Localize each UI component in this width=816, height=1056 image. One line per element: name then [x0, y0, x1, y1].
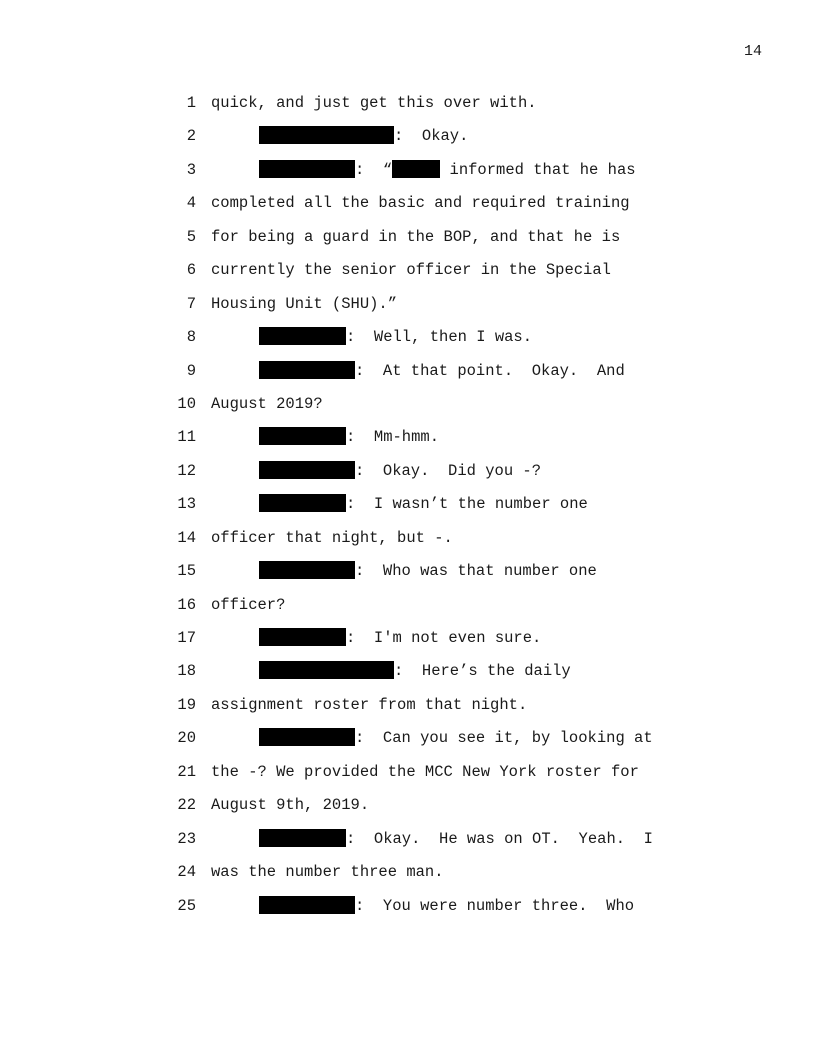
- transcript-line: [0, 227, 816, 260]
- line-content: the -? We provided the MCC New York roster for: [211, 762, 639, 781]
- line-text: [211, 260, 611, 280]
- line-text: [211, 93, 537, 113]
- transcript-line: [0, 494, 816, 527]
- line-number: 1: [186, 94, 196, 112]
- line-text: [259, 126, 468, 146]
- line-content: August 2019?: [211, 394, 323, 413]
- transcript-line: [0, 361, 816, 394]
- speaker-redaction: [259, 494, 346, 512]
- line-text: [259, 361, 625, 381]
- line-content: Housing Unit (SHU).”: [211, 294, 398, 313]
- line-number: 13: [177, 495, 196, 514]
- line-content: currently the senior officer in the Special: [211, 261, 611, 280]
- line-content-continued: informed that he has: [440, 160, 636, 179]
- line-number: 2: [186, 127, 196, 146]
- speaker-redaction: [259, 661, 394, 679]
- line-number: 8: [186, 328, 196, 347]
- line-number: 16: [177, 595, 196, 614]
- line-text: [211, 294, 397, 314]
- transcript-line: [0, 93, 816, 126]
- line-text: [211, 528, 453, 548]
- line-content: : Well, then I was.: [346, 328, 533, 347]
- transcript-line: [0, 427, 816, 460]
- transcript-line: [0, 327, 816, 360]
- line-number: 18: [177, 662, 196, 681]
- line-text: [211, 695, 527, 715]
- line-text: [211, 795, 369, 815]
- speaker-redaction: [259, 561, 355, 579]
- speaker-redaction: [259, 327, 346, 345]
- line-number: 15: [177, 562, 196, 581]
- line-number: 11: [177, 428, 196, 447]
- line-text: [211, 595, 285, 615]
- line-text: [211, 394, 323, 414]
- transcript-line: [0, 260, 816, 293]
- line-number: 4: [186, 194, 196, 213]
- line-content: : Mm-hmm.: [346, 428, 440, 447]
- line-number: 23: [177, 829, 196, 848]
- line-text: [211, 762, 639, 782]
- line-content: : Okay. He was on OT. Yeah. I: [346, 829, 653, 848]
- line-number: 21: [177, 762, 196, 781]
- line-number: 3: [186, 160, 196, 179]
- transcript-line: [0, 762, 816, 795]
- transcript-line: [0, 896, 816, 929]
- line-text: [259, 561, 597, 581]
- speaker-redaction: [259, 829, 346, 847]
- line-text: [259, 427, 439, 447]
- line-text: [259, 896, 634, 916]
- name-redaction: [392, 160, 440, 178]
- transcript-line: [0, 461, 816, 494]
- speaker-redaction: [259, 461, 355, 479]
- speaker-redaction: [259, 361, 355, 379]
- speaker-redaction: [259, 728, 355, 746]
- transcript-line: [0, 394, 816, 427]
- line-content: : Can you see it, by looking at: [355, 729, 653, 748]
- transcript-line: [0, 595, 816, 628]
- line-text: [211, 227, 620, 247]
- line-number: 9: [186, 361, 196, 380]
- line-text: [259, 628, 541, 648]
- transcript-body: [0, 93, 816, 929]
- speaker-redaction: [259, 628, 346, 646]
- line-content: assignment roster from that night.: [211, 695, 528, 714]
- transcript-line: [0, 126, 816, 159]
- line-content: officer that night, but -.: [211, 528, 453, 547]
- transcript-line: [0, 294, 816, 327]
- speaker-redaction: [259, 896, 355, 914]
- line-number: 25: [177, 896, 196, 915]
- line-number: 10: [177, 394, 196, 413]
- transcript-line: [0, 193, 816, 226]
- line-content: : Here’s the daily: [394, 662, 571, 681]
- line-text: [259, 661, 571, 681]
- line-text: [259, 829, 653, 849]
- line-text: [259, 160, 636, 180]
- transcript-line: [0, 160, 816, 193]
- line-text: [211, 193, 630, 213]
- transcript-line: [0, 528, 816, 561]
- line-number: 5: [186, 227, 196, 246]
- line-text: [259, 327, 532, 347]
- transcript-line: [0, 628, 816, 661]
- line-content: : Who was that number one: [355, 562, 597, 581]
- line-number: 24: [177, 863, 196, 882]
- transcript-line: [0, 661, 816, 694]
- line-content: : I wasn’t the number one: [346, 495, 588, 514]
- line-number: 6: [186, 261, 196, 280]
- line-content: quick, and just get this over with.: [211, 94, 537, 112]
- line-content: : At that point. Okay. And: [355, 361, 625, 380]
- line-content: August 9th, 2019.: [211, 796, 370, 815]
- transcript-line: [0, 862, 816, 895]
- line-content: : You were number three. Who: [355, 896, 635, 915]
- page-number: 14: [743, 43, 762, 60]
- line-text: [259, 461, 541, 481]
- line-content: completed all the basic and required training: [211, 194, 630, 213]
- line-content: officer?: [211, 595, 286, 614]
- transcript-line: [0, 695, 816, 728]
- line-content: for being a guard in the BOP, and that he is: [211, 227, 621, 246]
- line-text: [259, 494, 588, 514]
- transcript-line: [0, 728, 816, 761]
- line-number: 7: [186, 294, 196, 313]
- line-text: [211, 862, 444, 882]
- line-content: was the number three man.: [211, 863, 444, 882]
- line-content: : Okay.: [394, 127, 469, 146]
- line-content: : Okay. Did you -?: [355, 461, 542, 480]
- speaker-redaction: [259, 160, 355, 178]
- line-number: 12: [177, 461, 196, 480]
- line-content: : I'm not even sure.: [346, 629, 542, 647]
- line-number: 19: [177, 695, 196, 714]
- speaker-redaction: [259, 126, 394, 144]
- line-number: 17: [177, 629, 196, 647]
- line-number: 22: [177, 796, 196, 815]
- transcript-line: [0, 829, 816, 862]
- transcript-line: [0, 561, 816, 594]
- line-text: [259, 728, 653, 748]
- line-number: 20: [177, 729, 196, 748]
- line-content: : “: [355, 160, 393, 179]
- transcript-line: [0, 795, 816, 828]
- line-number: 14: [177, 528, 196, 547]
- speaker-redaction: [259, 427, 346, 445]
